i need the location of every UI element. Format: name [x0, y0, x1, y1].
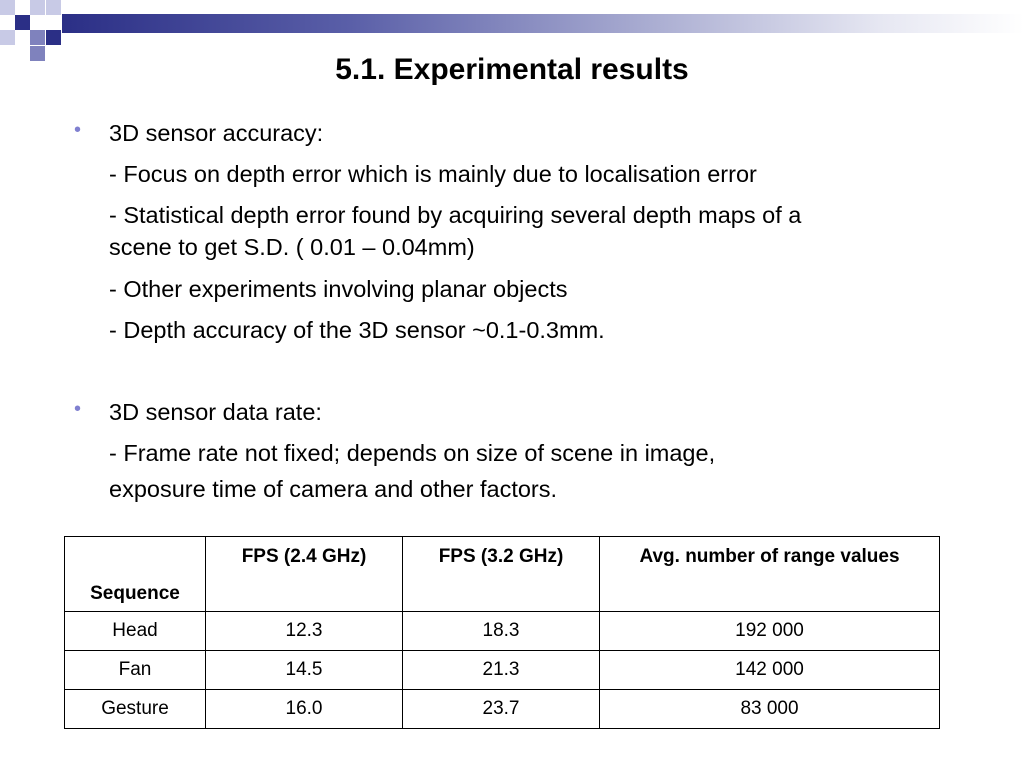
bullet-icon: •	[74, 119, 82, 141]
bullet-subitem: - Depth accuracy of the 3D sensor ~0.1-0.3mm.	[109, 317, 605, 343]
cell-fps-24: 16.0	[206, 690, 403, 729]
bullet-heading: 3D sensor accuracy:	[109, 120, 324, 146]
header-gradient-bar	[62, 14, 1024, 33]
deco-square	[15, 15, 30, 30]
deco-square	[46, 30, 61, 45]
bullet-heading: 3D sensor data rate:	[109, 399, 322, 425]
deco-square	[0, 0, 15, 15]
header-fps-24: FPS (2.4 GHz)	[206, 537, 403, 612]
cell-range-values: 83 000	[600, 690, 940, 729]
table-header-row	[65, 537, 940, 612]
slide-title: 5.1. Experimental results	[335, 53, 689, 86]
cell-fps-32: 18.3	[403, 612, 600, 651]
results-table	[64, 536, 940, 729]
header-avg-range-values: Avg. number of range values	[600, 537, 940, 612]
cell-fps-24: 12.3	[206, 612, 403, 651]
deco-square	[46, 0, 61, 15]
table-row	[65, 612, 940, 651]
deco-square	[30, 0, 45, 15]
cell-fps-32: 23.7	[403, 690, 600, 729]
bullet-subitem: - Focus on depth error which is mainly due to localisation error	[109, 161, 757, 187]
cell-range-values: 192 000	[600, 612, 940, 651]
table-row	[65, 690, 940, 729]
deco-square	[30, 30, 45, 45]
bullet-subitem: scene to get S.D. ( 0.01 – 0.04mm)	[109, 234, 475, 260]
bullet-subitem: - Frame rate not fixed; depends on size of scene in image,	[109, 440, 716, 466]
table-row	[65, 651, 940, 690]
bullet-icon: •	[74, 398, 82, 420]
cell-range-values: 142 000	[600, 651, 940, 690]
cell-sequence: Gesture	[65, 690, 206, 729]
cell-fps-24: 14.5	[206, 651, 403, 690]
bullet-subitem: - Other experiments involving planar objects	[109, 276, 568, 302]
cell-sequence: Head	[65, 612, 206, 651]
bullet-subitem: - Statistical depth error found by acquiring several depth maps of a	[109, 202, 802, 228]
bullet-subitem: exposure time of camera and other factors.	[109, 476, 558, 502]
cell-fps-32: 21.3	[403, 651, 600, 690]
deco-square	[0, 30, 15, 45]
header-fps-32: FPS (3.2 GHz)	[403, 537, 600, 612]
cell-sequence: Fan	[65, 651, 206, 690]
header-sequence: Sequence	[65, 537, 206, 612]
